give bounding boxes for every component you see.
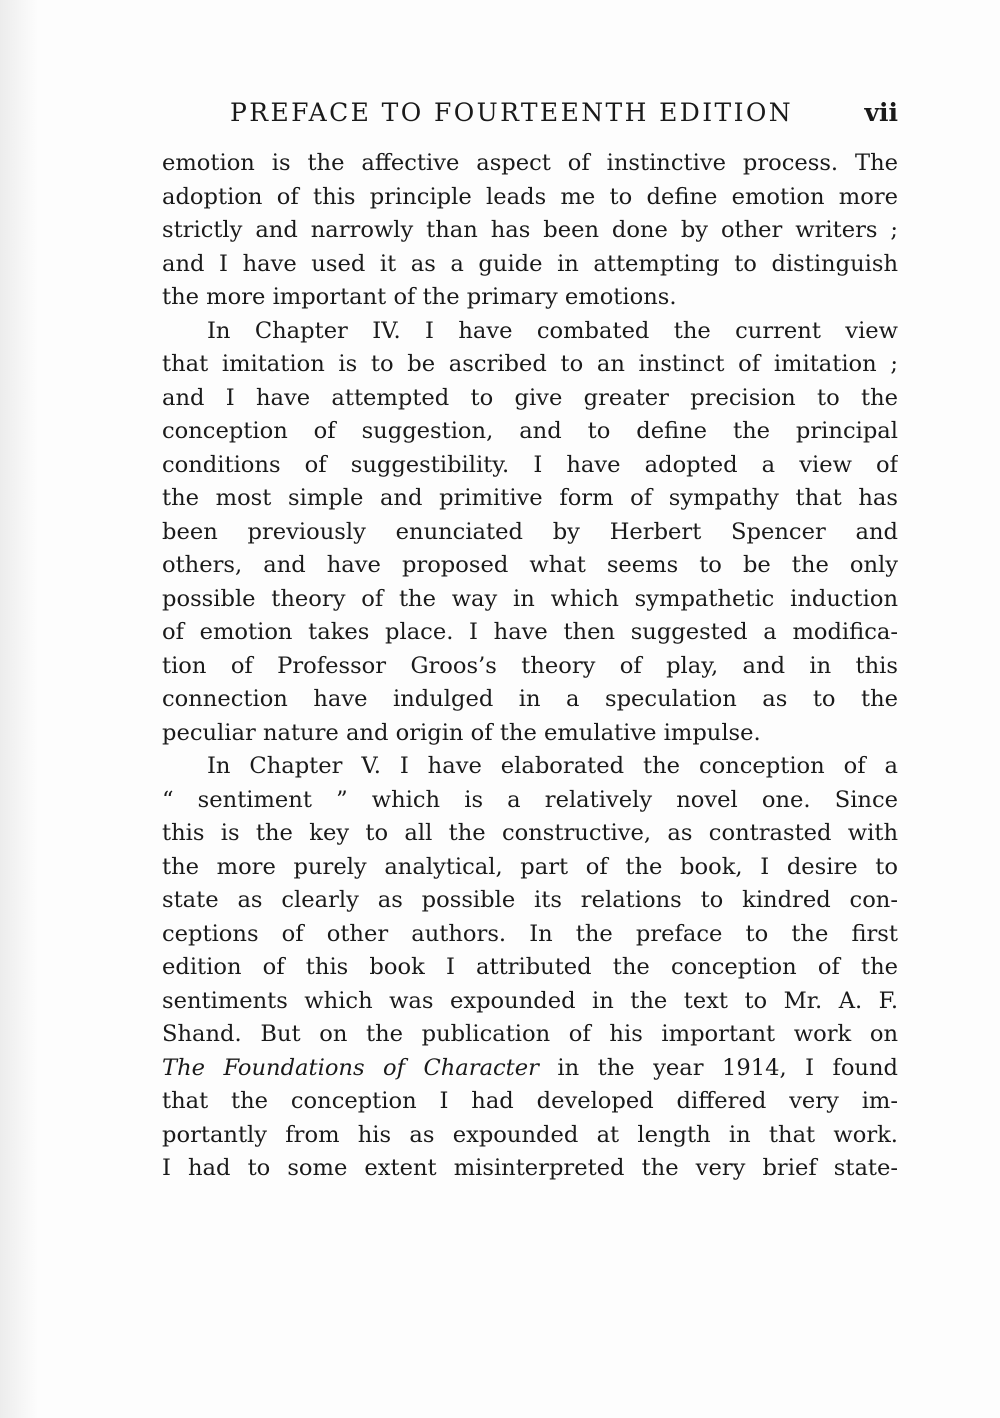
text-line: and I have used it as a guide in attempting to distinguish [162,250,898,277]
text-line: and I have attempted to give greater precision to the [162,384,898,411]
text-line: the more purely analytical, part of the book, I desire to [162,853,898,880]
text-line: portantly from his as expounded at length in that work. [162,1121,898,1148]
text-line: others, and have proposed what seems to be the only [162,552,898,578]
text-line: In Chapter V. I have elaborated the conception of a [207,753,898,779]
text-line: this is the key to all the constructive, as contrasted with [162,820,898,846]
book-title: The Foundations of Character [162,1054,539,1081]
text-line: the more important of the primary emotions. [162,284,677,310]
text-line: conception of suggestion, and to define the principal [162,418,898,444]
text-line: been previously enunciated by Herbert Spencer and [162,518,898,545]
text-span: in the year 1914, I found [538,1054,898,1081]
text-line: In Chapter IV. I have combated the current view [207,317,898,344]
text-line: strictly and narrowly than has been done by other writers ; [162,217,898,243]
text-line: Shand. But on the publication of his important work on [162,1021,898,1047]
text-line: possible theory of the way in which sympathetic induction [162,585,898,612]
text-line: peculiar nature and origin of the emulative impulse. [162,719,761,746]
text-line: state as clearly as possible its relations to kindred con- [162,887,898,913]
text-line: I had to some extent misinterpreted the very brief state- [162,1155,898,1181]
text-line: conditions of suggestibility. I have adopted a view of [162,451,898,478]
text-line: sentiments which was expounded in the text to Mr. A. F. [162,987,898,1014]
text-line-with-italic-title [162,1052,898,1086]
running-head [162,98,900,134]
body-text [162,147,898,1186]
text-line: the most simple and primitive form of sympathy that has [162,485,898,511]
text-line: connection have indulged in a speculation as to the [162,686,898,712]
text-line: that imitation is to be ascribed to an instinct of imitation ; [162,351,898,377]
text-line: adoption of this principle leads me to define emotion more [162,183,898,210]
text-line: ceptions of other authors. In the preface to the first [162,920,898,947]
text-line: that the conception I had developed differed very im- [162,1088,898,1114]
text-line: emotion is the affective aspect of instinctive process. The [162,150,898,176]
scan-edge-shadow [0,0,38,1418]
text-line: tion of Professor Groos’s theory of play, and in this [162,652,898,679]
text-line: of emotion takes place. I have then suggested a modifica- [162,619,898,645]
text-line: edition of this book I attributed the conception of the [162,954,898,980]
text-line: “ sentiment ” which is a relatively novel one. Since [162,786,898,813]
page-number: vii [864,98,898,127]
running-title: PREFACE TO FOURTEENTH EDITION [230,98,794,127]
